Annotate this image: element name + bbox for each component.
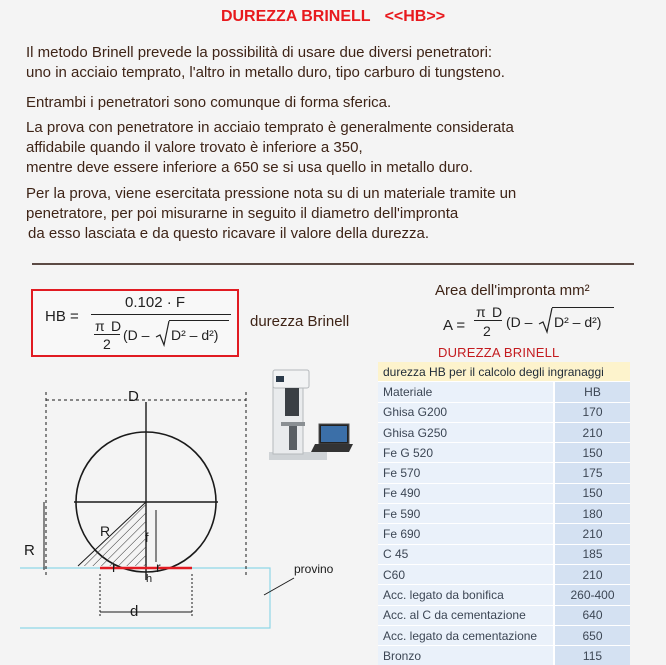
formula-pi: π [95,318,105,334]
table-row [378,585,630,605]
cell-hb: 260-400 [554,585,630,605]
formula-lhs: HB = [45,308,79,325]
cell-hb: 115 [554,646,630,665]
table-row [378,402,630,422]
title-main: DUREZZA BRINELL [220,8,371,25]
label-r-right: r [156,559,161,575]
table-row [378,625,630,645]
table-row [378,483,630,503]
cell-hb: 640 [554,605,630,625]
label-R-outer: R [24,542,35,559]
cell-hb: 175 [554,463,630,483]
table-row [378,443,630,463]
sqrt-bar [169,320,229,321]
cell-hb: 650 [554,625,630,645]
cell-hb: 210 [554,524,630,544]
provino-pointer [264,578,294,595]
table-row [378,504,630,524]
cell-material: C60 [378,564,554,584]
paragraph-4 [26,184,646,244]
paragraph-1 [26,43,646,83]
table-header-row [378,382,630,402]
formula-paren: (D – [123,327,150,343]
cell-material: Acc. legato da bonifica [378,585,554,605]
cell-hb: 210 [554,564,630,584]
fraction-bar [91,314,231,315]
paragraph-line: affidabile quando il valore trovato è inferiore a 350, [26,139,363,156]
label-D: D [128,388,139,405]
cell-material: Acc. al C da cementazione [378,605,554,625]
paragraph-line: Entrambi i penetratori sono comunque di forma sferica. [26,94,392,111]
sqrt-sign [155,319,171,347]
paragraph-line: mentre deve essere inferiore a 650 se si usa quello in metallo duro. [26,159,473,176]
paragraph-line: da esso lasciata e da questo ricavare il valore della durezza. [28,225,430,242]
label-d: d [130,603,139,620]
label-f: f [145,530,149,545]
area-D: D [492,304,503,320]
page-title [0,8,666,26]
area-sqrt-content: D² – d²) [554,314,602,330]
paragraph-line: uno in acciaio temprato, l'altro in metallo duro, tipo carburo di tungsteno. [26,64,505,81]
cell-hb: 210 [554,422,630,442]
cell-material: C 45 [378,544,554,564]
cell-material: Bronzo [378,646,554,665]
formula-numerator: 0.102 · F [125,294,186,311]
cell-material: Fe G 520 [378,443,554,463]
area-pi: π [476,304,486,320]
label-provino: provino [294,562,334,576]
formula-D: D [111,318,122,334]
fraction-bar-small [94,334,120,335]
table-row [378,564,630,584]
paragraph-line: Per la prova, viene esercitata pressione nota su di un materiale tramite un [26,185,517,202]
title-tag: <<HB>> [384,8,446,25]
cell-hb: 185 [554,544,630,564]
area-two: 2 [483,323,491,339]
table-row [378,463,630,483]
table-caption: durezza HB per il calcolo degli ingranaggi [378,362,630,382]
paragraph-line: Il metodo Brinell prevede la possibilità di usare due diversi penetratori: [26,44,493,61]
cell-hb: 180 [554,504,630,524]
cell-material: Acc. legato da cementazione [378,625,554,645]
cell-hb: 150 [554,483,630,503]
label-h: h [146,573,153,585]
table-row [378,422,630,442]
brinell-diagram [0,370,372,648]
area-sqrt-sign [538,306,554,334]
provino-outline [20,568,270,628]
area-fraction-bar [474,320,502,321]
table-caption-row [378,362,630,382]
cell-material: Ghisa G200 [378,402,554,422]
table-row [378,524,630,544]
cell-material: Fe 590 [378,504,554,524]
cell-hb: 150 [554,443,630,463]
column-header-material: Materiale [378,382,554,402]
formula-sqrt-content: D² – d²) [171,327,219,343]
hb-formula-box [31,289,239,357]
area-sqrt-bar [552,307,614,308]
cell-material: Fe 570 [378,463,554,483]
table-row [378,646,630,665]
cell-material: Ghisa G250 [378,422,554,442]
cell-material: Fe 490 [378,483,554,503]
hardness-table [378,362,630,665]
paragraph-line: La prova con penetratore in acciaio temprato è generalmente considerata [26,119,514,136]
cell-hb: 170 [554,402,630,422]
table-title: DUREZZA BRINELL [438,345,560,360]
label-r-left: r [112,559,117,575]
table-row [378,605,630,625]
cell-material: Fe 690 [378,524,554,544]
paragraph-3 [26,118,646,178]
table-row [378,544,630,564]
paragraph-line: penetratore, per poi misurarne in seguito il diametro dell'impronta [26,205,459,222]
column-header-hb: HB [554,382,630,402]
paragraph-2 [26,93,646,113]
area-lhs: A = [443,317,466,334]
divider [32,263,634,265]
formula-two: 2 [103,336,111,352]
area-label: Area dell'impronta mm² [435,282,590,299]
area-paren: (D – [506,314,533,330]
label-R-inner: R [100,523,111,539]
durezza-brinell-label: durezza Brinell [250,313,350,330]
